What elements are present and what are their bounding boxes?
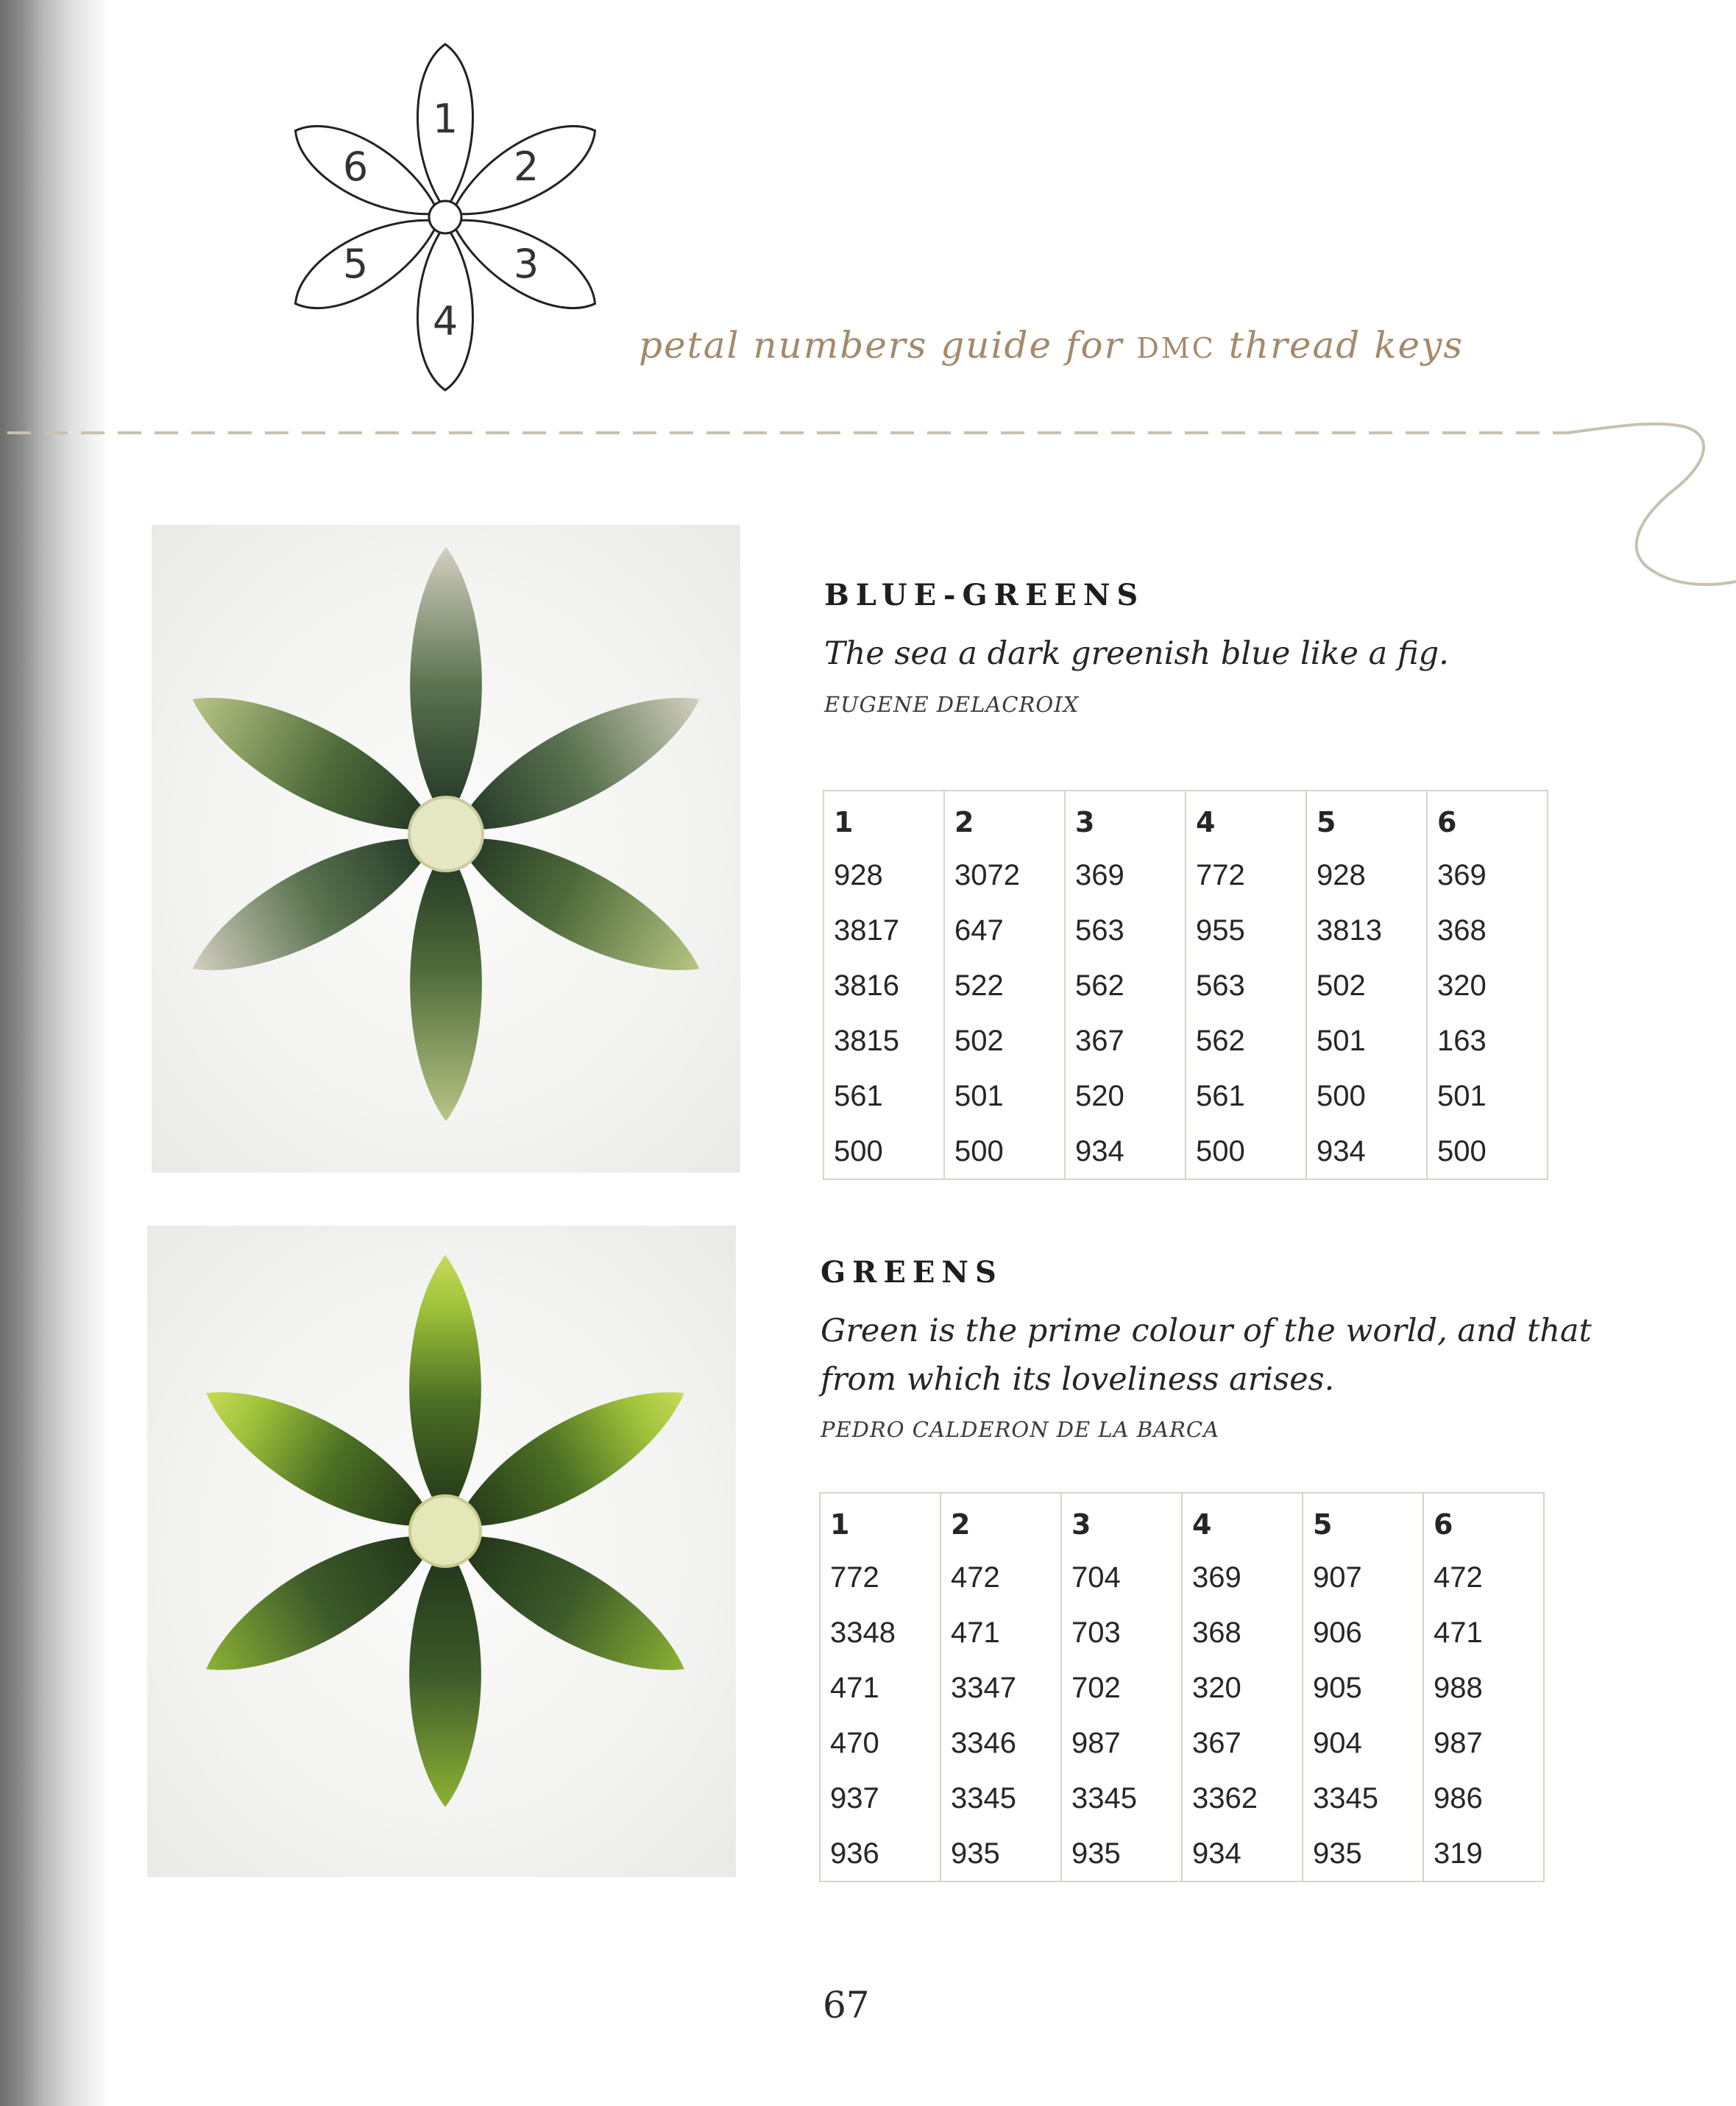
- table-cell: 319: [1423, 1826, 1544, 1881]
- table-row: [823, 1014, 1548, 1069]
- table-header-row: [823, 791, 1548, 848]
- table-cell: 472: [940, 1550, 1061, 1605]
- table-cell: 934: [1182, 1826, 1303, 1881]
- petal-numbers-diagram: [280, 40, 618, 401]
- table-cell: 647: [944, 903, 1065, 958]
- table-cell: 987: [1423, 1716, 1544, 1771]
- table-row: [823, 903, 1548, 958]
- table-cell: 501: [944, 1069, 1065, 1124]
- guide-caption: [639, 324, 1464, 367]
- thread-key-table-greens: [819, 1492, 1545, 1882]
- table-cell: 563: [1186, 958, 1306, 1014]
- petal-label-4: 4: [432, 298, 458, 344]
- table-row: [820, 1661, 1544, 1716]
- section-heading-greens: GREENS: [821, 1255, 1003, 1290]
- blue-greens-embroidery-photo: [152, 525, 740, 1173]
- table-cell: 935: [1303, 1826, 1423, 1881]
- table-cell: 562: [1065, 958, 1186, 1014]
- table-cell: 471: [1423, 1605, 1544, 1661]
- table-cell: 369: [1182, 1550, 1303, 1605]
- column-header: 5: [1306, 791, 1427, 848]
- table-cell: 502: [1306, 958, 1427, 1014]
- column-header: 2: [944, 791, 1065, 848]
- petal-label-1: 1: [432, 96, 458, 142]
- petal-label-6: 6: [342, 144, 369, 190]
- table-row: [820, 1771, 1544, 1826]
- table-cell: 502: [944, 1014, 1065, 1069]
- column-header: 5: [1303, 1493, 1423, 1550]
- petal-label-5: 5: [342, 241, 369, 287]
- column-header: 3: [1065, 791, 1186, 848]
- table-cell: 501: [1306, 1014, 1427, 1069]
- table-cell: 320: [1427, 958, 1548, 1014]
- table-cell: 704: [1061, 1550, 1182, 1605]
- table-cell: 928: [1306, 848, 1427, 903]
- table-cell: 702: [1061, 1661, 1182, 1716]
- table-cell: 563: [1065, 903, 1186, 958]
- petal-label-3: 3: [513, 241, 539, 287]
- column-header: 1: [820, 1493, 940, 1550]
- table-cell: 988: [1423, 1661, 1544, 1716]
- table-cell: 500: [944, 1124, 1065, 1179]
- table-cell: 905: [1303, 1661, 1423, 1716]
- table-cell: 500: [823, 1124, 944, 1179]
- table-cell: 520: [1065, 1069, 1186, 1124]
- table-cell: 369: [1427, 848, 1548, 903]
- petal-label-2: 2: [513, 144, 539, 190]
- page-number: 67: [823, 1984, 870, 2027]
- table-cell: 471: [940, 1605, 1061, 1661]
- table-cell: 367: [1182, 1716, 1303, 1771]
- section-quote-greens: Green is the prime colour of the world, and that from which its loveliness arises.: [821, 1312, 1592, 1398]
- table-row: [823, 1069, 1548, 1124]
- table-cell: 936: [820, 1826, 940, 1881]
- book-spine-shadow: [0, 0, 110, 2106]
- table-cell: 3813: [1306, 903, 1427, 958]
- column-header: 4: [1182, 1493, 1303, 1550]
- table-cell: 3346: [940, 1716, 1061, 1771]
- greens-embroidery-photo: [147, 1226, 736, 1877]
- greens-flower-illustration: [147, 1226, 736, 1877]
- column-header: 3: [1061, 1493, 1182, 1550]
- table-cell: 3345: [1303, 1771, 1423, 1826]
- table-cell: 3816: [823, 958, 944, 1014]
- table-cell: 367: [1065, 1014, 1186, 1069]
- quote-author-blue-greens: EUGENE DELACROIX: [824, 692, 1080, 717]
- table-cell: 470: [820, 1716, 940, 1771]
- column-header: 1: [823, 791, 944, 848]
- column-header: 6: [1423, 1493, 1544, 1550]
- column-header: 4: [1186, 791, 1306, 848]
- column-header: 6: [1427, 791, 1548, 848]
- table-cell: 906: [1303, 1605, 1423, 1661]
- table-cell: 3345: [940, 1771, 1061, 1826]
- table-cell: 772: [1186, 848, 1306, 903]
- section-quote-blue-greens: The sea a dark greenish blue like a fig.: [824, 635, 1449, 672]
- table-row: [820, 1716, 1544, 1771]
- table-cell: 928: [823, 848, 944, 903]
- table-cell: 471: [820, 1661, 940, 1716]
- table-cell: 934: [1065, 1124, 1186, 1179]
- table-row: [820, 1605, 1544, 1661]
- table-cell: 772: [820, 1550, 940, 1605]
- table-cell: 3362: [1182, 1771, 1303, 1826]
- table-cell: 501: [1427, 1069, 1548, 1124]
- table-cell: 904: [1303, 1716, 1423, 1771]
- table-cell: 320: [1182, 1661, 1303, 1716]
- section-heading-blue-greens: BLUE-GREENS: [824, 578, 1145, 612]
- table-cell: 3072: [944, 848, 1065, 903]
- blue-greens-flower-illustration: [152, 525, 740, 1173]
- guide-caption-start: petal numbers guide for: [639, 324, 1137, 367]
- diagram-center: [429, 201, 461, 233]
- table-cell: 937: [820, 1771, 940, 1826]
- table-cell: 3347: [940, 1661, 1061, 1716]
- table-cell: 987: [1061, 1716, 1182, 1771]
- table-row: [823, 848, 1548, 903]
- table-cell: 500: [1427, 1124, 1548, 1179]
- table-row: [820, 1550, 1544, 1605]
- table-cell: 500: [1186, 1124, 1306, 1179]
- table-cell: 562: [1186, 1014, 1306, 1069]
- table-cell: 561: [1186, 1069, 1306, 1124]
- table-cell: 3345: [1061, 1771, 1182, 1826]
- table-row: [823, 1124, 1548, 1179]
- table-cell: 369: [1065, 848, 1186, 903]
- table-cell: 934: [1306, 1124, 1427, 1179]
- table-cell: 3348: [820, 1605, 940, 1661]
- table-header-row: [820, 1493, 1544, 1550]
- thread-key-table-blue-greens: [823, 790, 1548, 1180]
- table-cell: 907: [1303, 1550, 1423, 1605]
- table-cell: 3815: [823, 1014, 944, 1069]
- table-row: [820, 1826, 1544, 1881]
- table-cell: 500: [1306, 1069, 1427, 1124]
- table-cell: 368: [1182, 1605, 1303, 1661]
- table-cell: 986: [1423, 1771, 1544, 1826]
- quote-author-greens: PEDRO CALDERON DE LA BARCA: [821, 1417, 1220, 1442]
- column-header: 2: [940, 1493, 1061, 1550]
- guide-caption-end: thread keys: [1215, 324, 1464, 367]
- table-cell: 703: [1061, 1605, 1182, 1661]
- table-cell: 561: [823, 1069, 944, 1124]
- table-cell: 935: [1061, 1826, 1182, 1881]
- guide-caption-brand: DMC: [1136, 332, 1216, 364]
- table-cell: 3817: [823, 903, 944, 958]
- table-cell: 935: [940, 1826, 1061, 1881]
- table-row: [823, 958, 1548, 1014]
- table-cell: 955: [1186, 903, 1306, 958]
- table-cell: 163: [1427, 1014, 1548, 1069]
- table-cell: 472: [1423, 1550, 1544, 1605]
- table-cell: 522: [944, 958, 1065, 1014]
- table-cell: 368: [1427, 903, 1548, 958]
